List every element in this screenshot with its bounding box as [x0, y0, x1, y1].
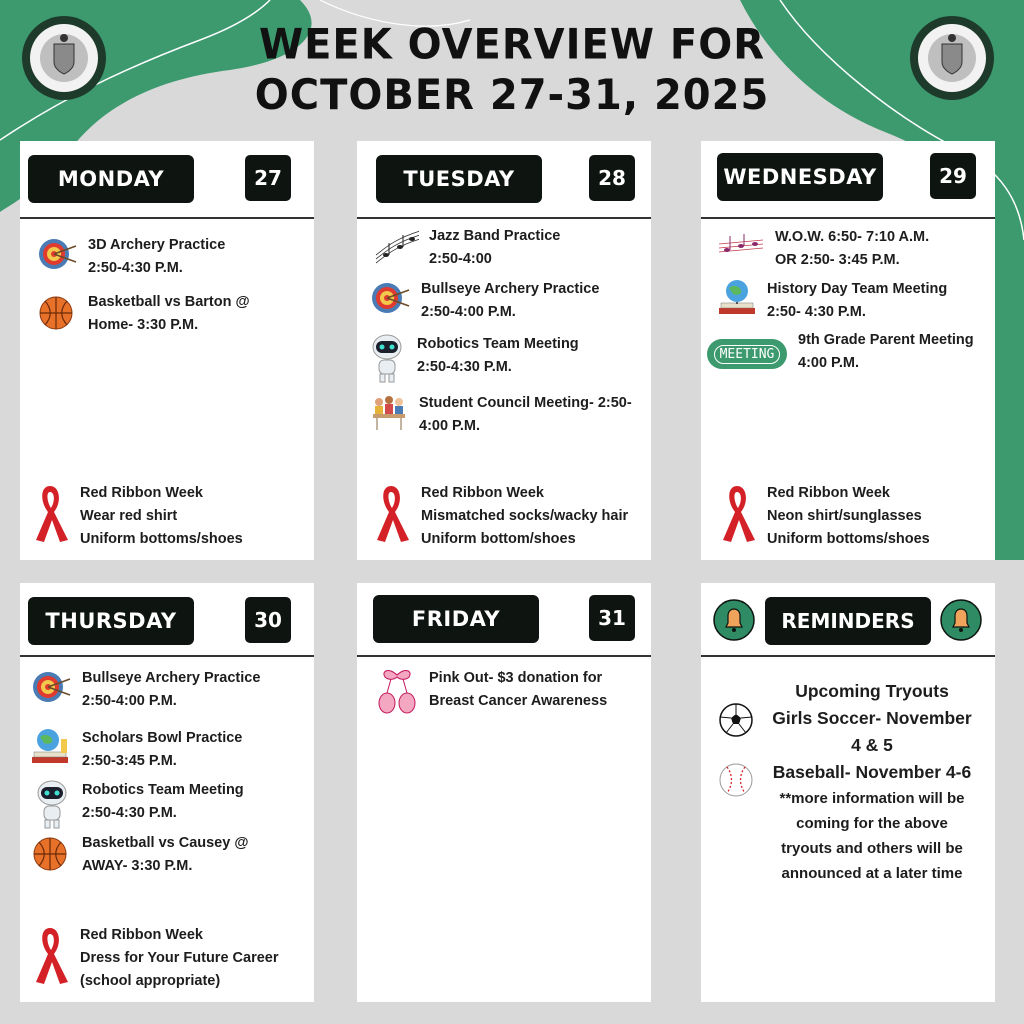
- date-number: 30: [245, 597, 291, 643]
- red-ribbon-note: [30, 924, 279, 993]
- card-header: [701, 141, 995, 219]
- event-item: [32, 832, 248, 878]
- event-time: 2:50- 4:30 P.M.: [767, 304, 866, 320]
- ribbon-line: Uniform bottom/shoes: [421, 531, 576, 547]
- ribbon-line: Red Ribbon Week: [421, 485, 544, 501]
- event-item: [32, 667, 260, 713]
- event-time: AWAY- 3:30 P.M.: [82, 858, 193, 874]
- robot-icon: [32, 779, 72, 829]
- event-item: [717, 278, 947, 324]
- event-time: Breast Cancer Awareness: [429, 693, 608, 709]
- baseball-icon: [719, 763, 753, 797]
- ribbon-line: (school appropriate): [80, 973, 221, 989]
- event-time: 2:50-4:30 P.M.: [88, 260, 183, 276]
- event-item: [369, 225, 560, 271]
- robot-icon: [367, 333, 407, 383]
- ribbon-line: Red Ribbon Week: [80, 927, 203, 943]
- bell-icon: [940, 599, 982, 641]
- event-time: Home- 3:30 P.M.: [88, 317, 199, 333]
- day-label: THURSDAY: [28, 597, 194, 645]
- event-title: Robotics Team Meeting: [82, 782, 244, 798]
- wednesday-card: [701, 141, 995, 560]
- title-line-2: OCTOBER 27-31, 2025: [254, 71, 770, 120]
- note-line: **more information will be: [779, 790, 965, 807]
- tuesday-card: [357, 141, 651, 560]
- event-title: Student Council Meeting- 2:50-: [419, 395, 632, 411]
- reminders-title: REMINDERS: [765, 597, 931, 645]
- event-title: 3D Archery Practice: [88, 237, 226, 253]
- ribbon-line: Uniform bottoms/shoes: [767, 531, 930, 547]
- card-header: [20, 141, 314, 219]
- school-logo-left: [20, 14, 108, 102]
- card-header: [20, 583, 314, 657]
- basketball-icon: [32, 832, 72, 872]
- archery-target-icon: [38, 234, 78, 274]
- event-time: 2:50-4:30 P.M.: [417, 359, 512, 375]
- event-item: [375, 667, 607, 717]
- date-number: 29: [930, 153, 976, 199]
- event-title: Bullseye Archery Practice: [82, 670, 261, 686]
- card-header: [357, 141, 651, 219]
- red-ribbon-icon: [30, 924, 70, 986]
- event-title: W.O.W. 6:50- 7:10 A.M.: [775, 229, 930, 245]
- red-ribbon-icon: [717, 482, 757, 544]
- event-title: 9th Grade Parent Meeting: [798, 332, 974, 348]
- globe-books-icon: [717, 278, 757, 318]
- event-item: [707, 329, 974, 375]
- note-line: announced at a later time: [781, 865, 963, 882]
- thursday-card: [20, 583, 314, 1002]
- note-line: coming for the above: [796, 815, 948, 832]
- day-label: TUESDAY: [376, 155, 542, 203]
- red-ribbon-note: [371, 482, 628, 551]
- reminders-card: [701, 583, 995, 1002]
- basketball-icon: [38, 291, 78, 331]
- tryouts-heading: Upcoming Tryouts: [795, 681, 949, 701]
- event-item: [371, 278, 599, 324]
- soccer-ball-icon: [719, 703, 753, 737]
- event-item: [38, 234, 225, 280]
- note-line: tryouts and others will be: [781, 840, 963, 857]
- students-meeting-icon: [369, 392, 409, 432]
- event-item: [367, 333, 579, 383]
- event-title: Pink Out- $3 donation for: [429, 670, 603, 686]
- globe-books-icon: [28, 727, 72, 767]
- ribbon-line: Red Ribbon Week: [80, 485, 203, 501]
- archery-target-icon: [371, 278, 411, 318]
- soccer-line-1: Girls Soccer- November: [772, 708, 972, 728]
- event-item: [38, 291, 250, 337]
- music-notes-icon: [717, 226, 765, 266]
- event-title: Basketball vs Causey @: [82, 835, 249, 851]
- title-line-1: WEEK OVERVIEW FOR: [258, 20, 766, 69]
- red-ribbon-note: [30, 482, 243, 551]
- soccer-line-2: 4 & 5: [851, 735, 893, 755]
- date-number: 31: [589, 595, 635, 641]
- bell-icon: [713, 599, 755, 641]
- event-item: [717, 226, 929, 272]
- event-time: 4:00 P.M.: [798, 355, 859, 371]
- friday-card: [357, 583, 651, 1002]
- monday-card: [20, 141, 314, 560]
- page-title: [160, 20, 864, 121]
- event-title: Scholars Bowl Practice: [82, 730, 243, 746]
- event-title: History Day Team Meeting: [767, 281, 948, 297]
- red-ribbon-icon: [30, 482, 70, 544]
- baseball-line: Baseball- November 4-6: [772, 762, 972, 782]
- card-header: [357, 583, 651, 657]
- event-title: Robotics Team Meeting: [417, 336, 579, 352]
- day-label: WEDNESDAY: [717, 153, 883, 201]
- date-number: 27: [245, 155, 291, 201]
- red-ribbon-icon: [371, 482, 411, 544]
- date-number: 28: [589, 155, 635, 201]
- event-item: [369, 392, 632, 438]
- event-time: 2:50-4:00 P.M.: [421, 304, 516, 320]
- ribbon-line: Wear red shirt: [80, 508, 178, 524]
- card-header: [701, 583, 995, 657]
- event-time: 2:50-4:30 P.M.: [82, 805, 177, 821]
- event-item: [28, 727, 242, 773]
- day-label: MONDAY: [28, 155, 194, 203]
- event-time: 2:50-4:00 P.M.: [82, 693, 177, 709]
- reminders-body: [757, 678, 987, 886]
- day-label: FRIDAY: [373, 595, 539, 643]
- pink-ribbon-boxing-gloves-icon: [375, 667, 419, 717]
- ribbon-line: Red Ribbon Week: [767, 485, 890, 501]
- event-time: OR 2:50- 3:45 P.M.: [775, 252, 900, 268]
- event-time: 2:50-4:00: [429, 251, 492, 267]
- ribbon-line: Dress for Your Future Career: [80, 950, 279, 966]
- event-title: Bullseye Archery Practice: [421, 281, 600, 297]
- event-time: 4:00 P.M.: [419, 418, 480, 434]
- ribbon-line: Neon shirt/sunglasses: [767, 508, 922, 524]
- school-logo-right: [908, 14, 996, 102]
- meeting-badge-text: MEETING: [714, 345, 781, 364]
- event-item: [32, 779, 244, 829]
- meeting-badge-icon: [707, 339, 787, 369]
- ribbon-line: Mismatched socks/wacky hair: [421, 508, 629, 524]
- event-title: Basketball vs Barton @: [88, 294, 250, 310]
- archery-target-icon: [32, 667, 72, 707]
- music-notes-icon: [369, 225, 419, 265]
- event-title: Jazz Band Practice: [429, 228, 561, 244]
- red-ribbon-note: [717, 482, 930, 551]
- event-time: 2:50-3:45 P.M.: [82, 753, 177, 769]
- ribbon-line: Uniform bottoms/shoes: [80, 531, 243, 547]
